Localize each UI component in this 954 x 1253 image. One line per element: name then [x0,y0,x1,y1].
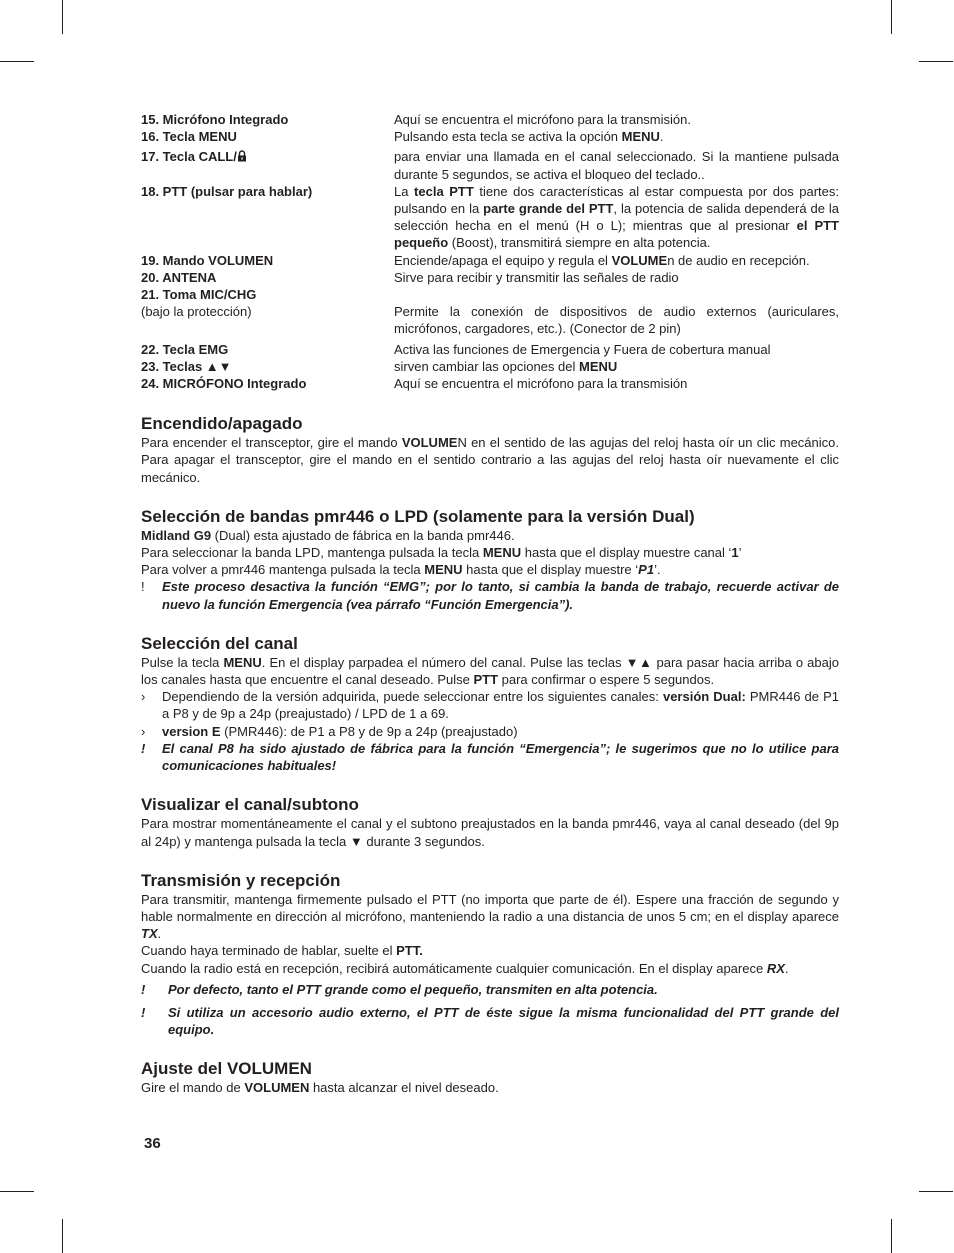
paragraph: Para volver a pmr446 mantenga pulsada la tecla MENU hasta que el display muestre ‘P1’. [141,562,661,578]
list-item [141,723,839,740]
warning-note [141,578,839,612]
component-label: 15. Micrófono Integrado [141,112,289,127]
component-item [141,341,839,358]
warning-note [141,1004,839,1038]
component-description: Aquí se encuentra el micrófono para la transmisión. [394,112,691,127]
section-title-encendido: Encendido/apagado [141,414,303,434]
crop-mark [891,1219,892,1253]
lock-icon [237,150,247,162]
crop-mark [0,1191,34,1192]
crop-mark [919,61,953,62]
section-title-canal: Selección del canal [141,633,298,653]
component-item [141,269,839,286]
component-description: Pulsando esta tecla se activa la opción MENU. [394,129,664,145]
list-item-text: version E (PMR446): de P1 a P8 y de 9p a 24p (preajustado) [162,723,518,739]
manual-page [141,111,839,1097]
exclamation-icon: ! [141,740,146,756]
component-label: 17. Tecla CALL/ [141,148,394,182]
component-description: sirven cambiar las opciones del MENU [394,358,618,374]
warning-note [141,740,839,774]
section-title-subtono: Visualizar el canal/subtono [141,795,359,815]
section-title-volumen: Ajuste del VOLUMEN [141,1059,312,1079]
component-label: 16. Tecla MENU [141,129,237,145]
component-item [141,111,839,128]
bullet-icon: › [141,723,146,739]
component-item [141,286,839,303]
list-item [141,688,839,722]
page-number: 36 [144,1135,161,1152]
paragraph: Gire el mando de VOLUMEN hasta alcanzar el nivel deseado. [141,1080,499,1096]
crop-mark [919,1191,953,1192]
component-description: Aquí se encuentra el micrófono para la transmisión [394,376,688,392]
component-label: 22. Tecla EMG [141,341,229,357]
component-item [141,183,839,252]
component-item [141,148,839,182]
note-text: Este proceso desactiva la función “EMG”; por lo tanto, si cambia la banda de trabajo, recuerde activar de nuevo la función Emergencia (vea párrafo “Función Emergencia”). [162,579,839,612]
paragraph: Midland G9 (Dual) esta ajustado de fábrica en la banda pmr446. [141,527,515,543]
exclamation-icon: ! [141,981,146,997]
crop-mark [891,0,892,34]
note-text: El canal P8 ha sido ajustado de fábrica para la función “Emergencia”; le sugerimos que no lo utilice para comunicaciones habituales! [162,740,839,774]
component-label: 18. PTT (pulsar para hablar) [141,183,313,199]
component-description: Enciende/apaga el equipo y regula el VOLUMEn de audio en recepción. [394,252,810,268]
component-description: Permite la conexión de dispositivos de audio externos (auriculares, micrófonos, cargadores, etc.). (Conector de 2 pin) [394,304,839,337]
component-label: 23. Teclas ▲▼ [141,358,232,374]
list-item-text: Dependiendo de la versión adquirida, puede seleccionar entre los siguientes canales: versión Dual: PMR446 de P1 a P8 y de 9p a 24p (preajustado) / LPD de 1 a 69. [162,689,839,722]
crop-mark [62,1219,63,1253]
paragraph: Cuando la radio está en recepción, recibirá automáticamente cualquier comunicación. En el display aparece RX. [141,960,789,976]
component-item [141,252,839,269]
section-title-bandas: Selección de bandas pmr446 o LPD (solamente para la versión Dual) [141,506,695,526]
bullet-icon: › [141,689,146,705]
component-item [141,375,839,392]
paragraph: Pulse la tecla MENU. En el display parpadea el número del canal. Pulse las teclas ▼▲ para pasar hacia arriba o abajo los canales hasta que encuentre el canal deseado. Pulse PTT para confirmar o espere 5 segundos. [141,654,839,688]
paragraph: Cuando haya terminado de hablar, suelte el PTT. [141,943,423,959]
paragraph: Para seleccionar la banda LPD, mantenga pulsada la tecla MENU hasta que el display muestre canal ‘1’ [141,545,742,561]
component-description: Sirve para recibir y transmitir las señales de radio [394,269,679,285]
component-label: 21. Toma MIC/CHG [141,287,257,303]
component-item [141,128,839,145]
component-label: (bajo la protección) [141,304,252,320]
component-description: Activa las funciones de Emergencia y Fuera de cobertura manual [394,341,771,357]
component-description: La tecla PTT tiene dos características al estar compuesta por dos partes: pulsando en la parte grande del PTT, la potencia de salida dependerá de la selección hecha en el menú (H o L); mientras que al presionar el PTT pequeño (Boost), transmitirá siempre en alta potencia. [394,183,840,251]
component-description: para enviar una llamada en el canal seleccionado. Si la mantiene pulsada durante 5 segundos, se activa el bloqueo del teclado.. [394,149,839,182]
component-item [141,303,839,337]
warning-note [141,981,839,998]
component-item [141,358,839,375]
exclamation-icon: ! [141,579,145,595]
paragraph: Para transmitir, mantenga firmemente pulsado el PTT (no importa que parte de él). Espere una fracción de segundo y hable normalmente en dirección al micrófono, manteniendo la radio a una distancia de unos 5 cm; en el display aparece TX. [141,891,839,942]
paragraph: Para mostrar momentáneamente el canal y el subtono preajustados en la banda pmr446, vaya al canal deseado (del 9p al 24p) y mantenga pulsada la tecla ▼ durante 3 segundos. [141,816,839,849]
note-text: Por defecto, tanto el PTT grande como el pequeño, transmiten en alta potencia. [168,981,658,997]
note-text: Si utiliza un accesorio audio externo, el PTT de éste sigue la misma funcionalidad del PTT grande del equipo. [168,1004,839,1038]
component-list [141,111,839,392]
paragraph: Para encender el transceptor, gire el mando VOLUMEN en el sentido de las agujas del reloj hasta oír un clic mecánico. Para apagar el transceptor, gire el mando en el sentido contrario a las agujas del reloj hasta oír nuevamente el clic mecánico. [141,435,839,485]
component-label: 20. ANTENA [141,269,217,285]
crop-mark [0,61,34,62]
component-description [394,286,839,303]
component-label: 19. Mando VOLUMEN [141,252,274,268]
exclamation-icon: ! [141,1004,146,1020]
component-label: 24. MICRÓFONO Integrado [141,376,307,392]
section-title-tx: Transmisión y recepción [141,870,341,890]
crop-mark [62,0,63,34]
